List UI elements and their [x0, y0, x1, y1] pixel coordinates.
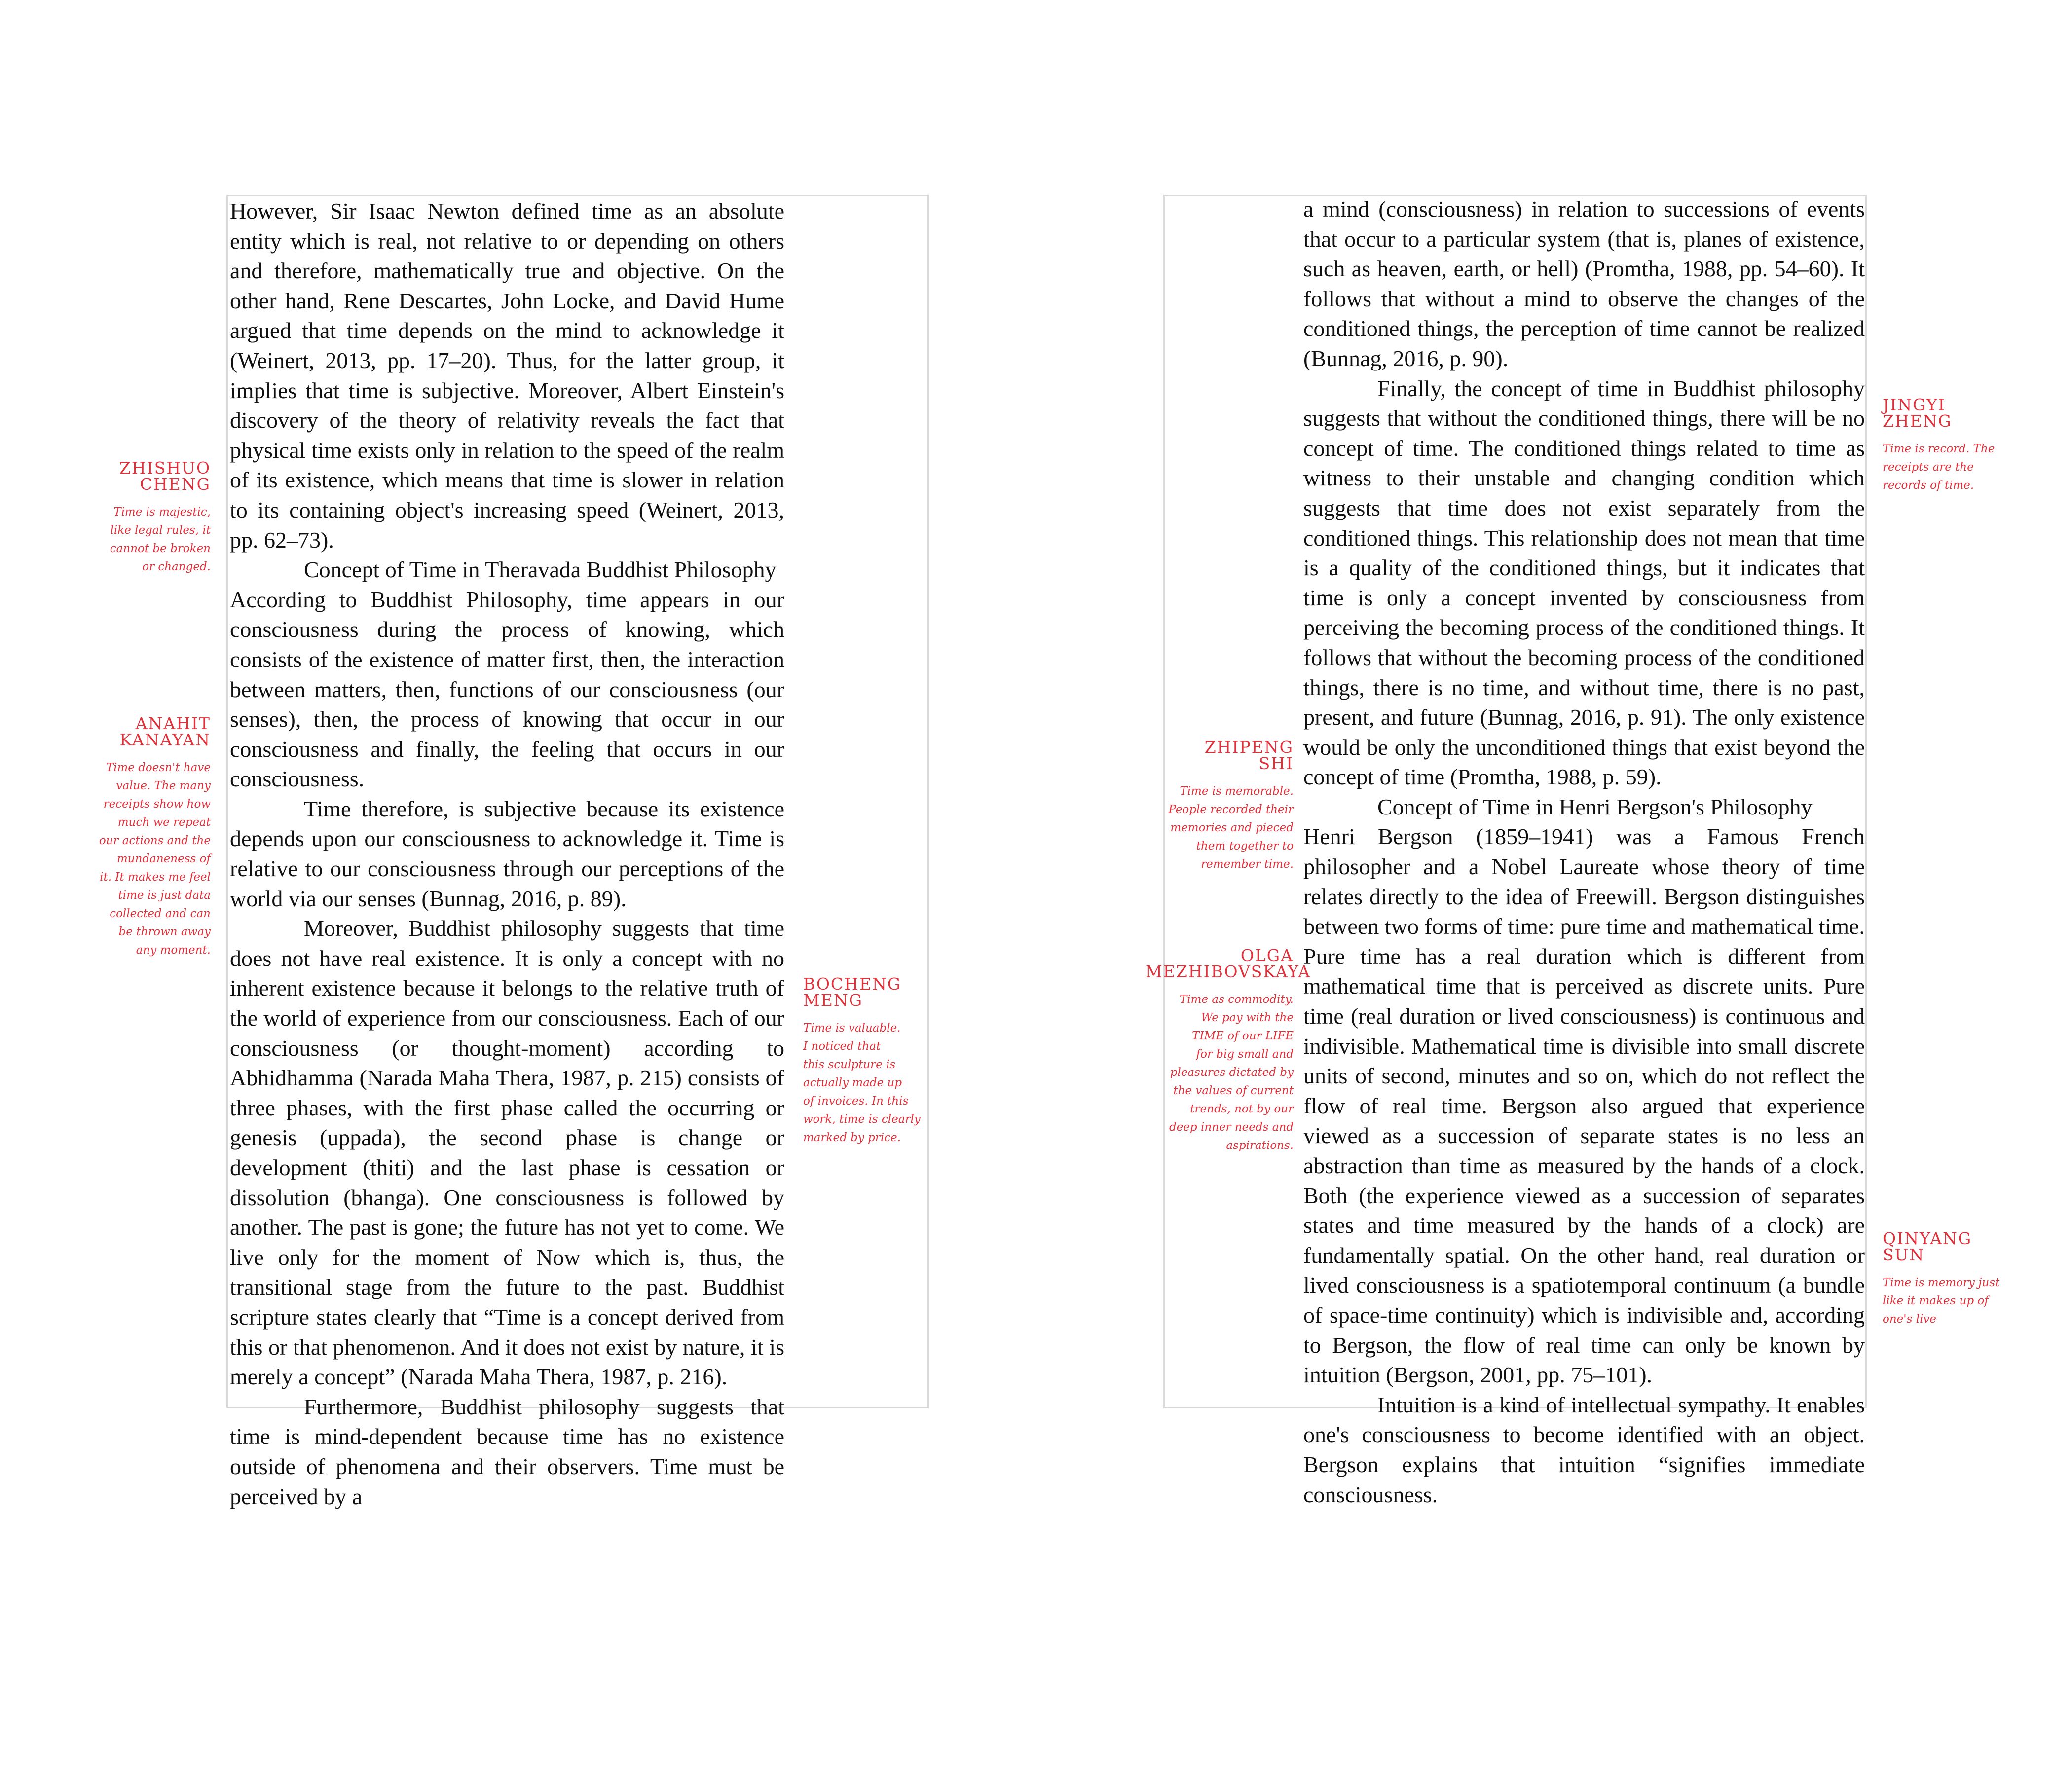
- annotation-quote: Time is memorable. People recorded their memories and pieced them together to remember time.: [1168, 785, 1294, 871]
- paragraph: However, Sir Isaac Newton defined time as an absolute entity which is real, not relative to or depending on others and therefore, mathematically true and objective. On the other hand, Rene Descartes, John Locke, and David Hume argued that time depends on the mind to acknowledge it (Weinert, 2013, pp. 17–20). Thus, for the latter group, it implies that time is subjective. Moreover, Albert Einstein's discovery of the theory of relativity reveals the fact that physical time exists only in relation to the speed of the realm of its existence, which means that time is slower in relation to its containing object's increasing speed (Weinert, 2013, pp. 62–73).: [230, 198, 784, 553]
- section-heading: Concept of Time in Theravada Buddhist Philosophy: [304, 557, 777, 583]
- annotation-olga-mezhibovskaya: [1146, 946, 1311, 1155]
- right-page-text: [1303, 194, 1865, 1510]
- annotation-author: QINYANG SUN: [1883, 1229, 1972, 1264]
- paragraph: According to Buddhist Philosophy, time appears in our consciousness during the process of knowing, which consists of the existence of matter first, then, the interaction between matters, then, functions of our consciousness (our senses), then, the process of knowing that occur in our consciousness and finally, the feeling that occurs in our consciousness.: [230, 587, 784, 792]
- annotation-author: ZHIPENG SHI: [1204, 738, 1294, 773]
- annotation-anahit-kanayan: [82, 715, 211, 960]
- annotation-author: ANAHIT KANAYAN: [119, 714, 211, 749]
- paragraph: Time therefore, is subjective because its existence depends upon our consciousness to acknowledge it. Time is relative to our consciousness through our perceptions of the world via our senses (Bunnag, 2016, p. 89).: [230, 796, 784, 911]
- left-page-text: [230, 196, 784, 1512]
- annotation-author: ZHISHUO CHENG: [119, 458, 211, 494]
- annotation-bocheng-meng: [803, 976, 931, 1147]
- paragraph: Intuition is a kind of intellectual sympathy. It enables one's consciousness to become identified with an object. Bergson explains that intuition “signifies immediate consciousness.: [1303, 1392, 1865, 1507]
- annotation-jingyi-zheng: [1883, 397, 2031, 495]
- annotation-author: BOCHENG MENG: [803, 974, 902, 1010]
- paragraph: Finally, the concept of time in Buddhist philosophy suggests that without the conditioned things, there will be no concept of time. The conditioned things related to time as witness to their unstable and changing condition which suggests that time does not exist separately from the conditioned things. This relationship does not mean that time is a quality of the conditioned things, but it indicates that time is only a concept invented by consciousness from perceiving the becoming process of the conditioned things. It follows that without the becoming process of the conditioned things, there is no time, and without time, there is no past, present, and future (Bunnag, 2016, p. 91). The only existence would be only the unconditioned things that exist beyond the concept of time (Promtha, 1988, p. 59).: [1303, 375, 1865, 790]
- annotation-author: OLGA MEZHIBOVSKAYA: [1146, 946, 1311, 981]
- annotation-quote: Time is memory just like it makes up of one's live: [1883, 1276, 2000, 1326]
- annotation-qinyang-sun: [1883, 1230, 2031, 1329]
- annotation-quote: Time doesn't have value. The many receipts show how much we repeat our actions and the mundaneness of it. It makes me feel time is just data collected and can be thrown away any moment.: [99, 761, 211, 957]
- annotation-quote: Time is valuable. I noticed that this sculpture is actually made up of invoices. In this work, time is clearly marked by price.: [803, 1022, 921, 1144]
- annotation-quote: Time is majestic, like legal rules, it cannot be broken or changed.: [110, 506, 211, 573]
- annotation-zhishuo-cheng: [82, 460, 211, 576]
- section-heading: Concept of Time in Henri Bergson's Philosophy: [1377, 794, 1813, 819]
- paragraph: Henri Bergson (1859–1941) was a Famous French philosopher and a Nobel Laureate whose theory of time relates directly to the idea of Freewill. Bergson distinguishes between two forms of time: pure time and mathematical time. Pure time has a real duration which is different from mathematical time that is perceived as discrete units. Pure time (real duration or lived consciousness) is continuous and indivisible. Mathematical time is divisible into small discrete units of second, minutes and so on, which do not reflect the flow of real time. Bergson also argued that experience viewed as a succession of separate states is no less an abstraction than time as measured by the hands of a clock. Both (the experience viewed as a succession of separates states and time measured by the hands of a clock) are fundamentally spatial. On the other hand, real duration or lived consciousness is a spatiotemporal continuum (a bundle of space-time continuity) which is indivisible and, according to Bergson, the flow of real time can only be known by intuition (Bergson, 2001, pp. 75–101).: [1303, 824, 1865, 1388]
- annotation-quote: Time is record. The receipts are the records of time.: [1883, 443, 1995, 492]
- annotation-quote: Time as commodity. We pay with the TIME of our LIFE for big small and pleasures dictated by the values of current trends, not by our deep inner needs and aspirations.: [1169, 993, 1294, 1152]
- paragraph: Moreover, Buddhist philosophy suggests that time does not have real existence. It is only a concept with no inherent existence because it belongs to the relative truth of the world of experience from our consciousness. Each of our consciousness (or thought-moment) according to Abhidhamma (Narada Maha Thera, 1987, p. 215) consists of three phases, with the first phase called the occurring or genesis (uppada), the second phase is change or development (thiti) and the last phase is cessation or dissolution (bhanga). One consciousness is followed by another. The past is gone; the future has not yet to come. We live only for the moment of Now which is, thus, the transitional stage from the future to the past. Buddhist scripture states clearly that “Time is a concept derived from this or that phenomenon. And it does not exist by nature, it is merely a concept” (Narada Maha Thera, 1987, p. 216).: [230, 916, 784, 1390]
- paragraph: Furthermore, Buddhist philosophy suggests that time is mind-dependent because time has no existence outside of phenomena and their observers. Time must be perceived by a: [230, 1394, 784, 1509]
- annotation-author: JINGYI ZHENG: [1883, 395, 1953, 431]
- annotation-zhipeng-shi: [1146, 739, 1294, 874]
- paragraph: a mind (consciousness) in relation to successions of events that occur to a particular system (that is, planes of existence, such as heaven, earth, or hell) (Promtha, 1988, pp. 54–60). It follows that without a mind to observe the changes of the conditioned things, the perception of time cannot be realized (Bunnag, 2016, p. 90).: [1303, 196, 1865, 371]
